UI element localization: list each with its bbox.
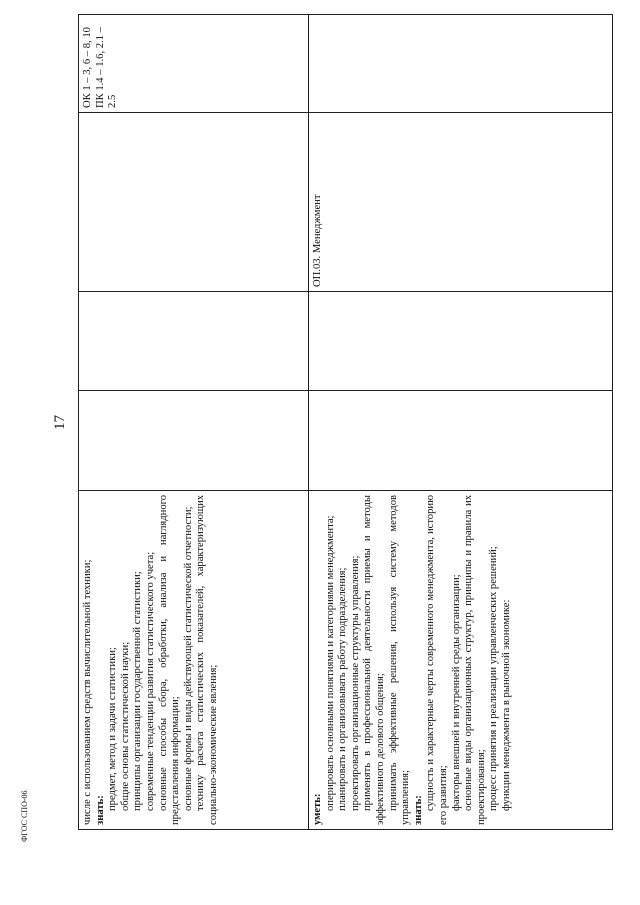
rotated-page xyxy=(78,15,613,830)
page-number: 17 xyxy=(52,415,68,430)
content-line: основные формы и виды действующей статистической отчетности; xyxy=(182,506,194,811)
row1-content xyxy=(82,495,221,825)
section-heading: знать: xyxy=(94,795,106,825)
row1-competencies-cell: ОК 1 – 3, 6 – 8, 10 ПК 1.4 – 1.6, 2.1 – 2.5 xyxy=(79,15,309,113)
content-line: предмет, метод и задачи статистики; xyxy=(107,647,119,811)
row2-content xyxy=(312,495,514,825)
row1-content-cell xyxy=(79,491,309,830)
row2-content-cell xyxy=(309,491,613,830)
content-line: технику расчета статистических показателей, характеризующих социально-экономические явления; xyxy=(195,495,219,825)
content-line: оперировать основными понятиями и категориями менеджмента; xyxy=(324,515,336,811)
section-heading: уметь: xyxy=(312,793,323,825)
footer-label: ФГОС СПО-06 xyxy=(20,790,29,842)
content-line: современные тенденции развития статистического учета; xyxy=(144,551,156,811)
content-line: числе с использованием средств вычислительной техники; xyxy=(82,559,93,825)
content-line: основные виды организационных структур, принципы и правила их проектирования; xyxy=(463,495,487,825)
content-line: принимать эффективные решения, используя систему методов управления; xyxy=(387,495,412,825)
row1-empty-cell xyxy=(79,292,309,391)
row2-empty-cell xyxy=(309,15,613,113)
table-row xyxy=(309,15,613,830)
row2-discipline-cell: ОП.03. Менеджмент xyxy=(309,113,613,292)
curriculum-table xyxy=(78,14,613,830)
row2-empty-cell xyxy=(309,391,613,491)
content-line: общие основы статистической науки; xyxy=(119,641,131,811)
table-row xyxy=(79,15,309,830)
row1-empty-cell xyxy=(79,113,309,292)
content-line: факторы внешней и внутренней среды организации; xyxy=(450,574,462,811)
content-line: применять в профессиональной деятельности приемы и методы эффективного делового общения; xyxy=(362,495,386,825)
row2-empty-cell xyxy=(309,292,613,391)
content-line: проектировать организационные структуры управления; xyxy=(349,555,361,811)
content-line: принципы организации государственной статистики; xyxy=(132,571,144,811)
section-heading: знать: xyxy=(412,795,424,825)
content-line: процесс принятия и реализации управленческих решений; xyxy=(488,546,500,811)
content-line: планировать и организовывать работу подразделения; xyxy=(337,567,349,811)
content-line: функции менеджмента в рыночной экономике: xyxy=(500,599,512,811)
row1-empty-cell xyxy=(79,391,309,491)
content-line: основные способы сбора, обработки, анализа и наглядного представления информации; xyxy=(157,495,182,825)
content-line: сущность и характерные черты современного менеджмента, историю его развития; xyxy=(425,495,449,825)
